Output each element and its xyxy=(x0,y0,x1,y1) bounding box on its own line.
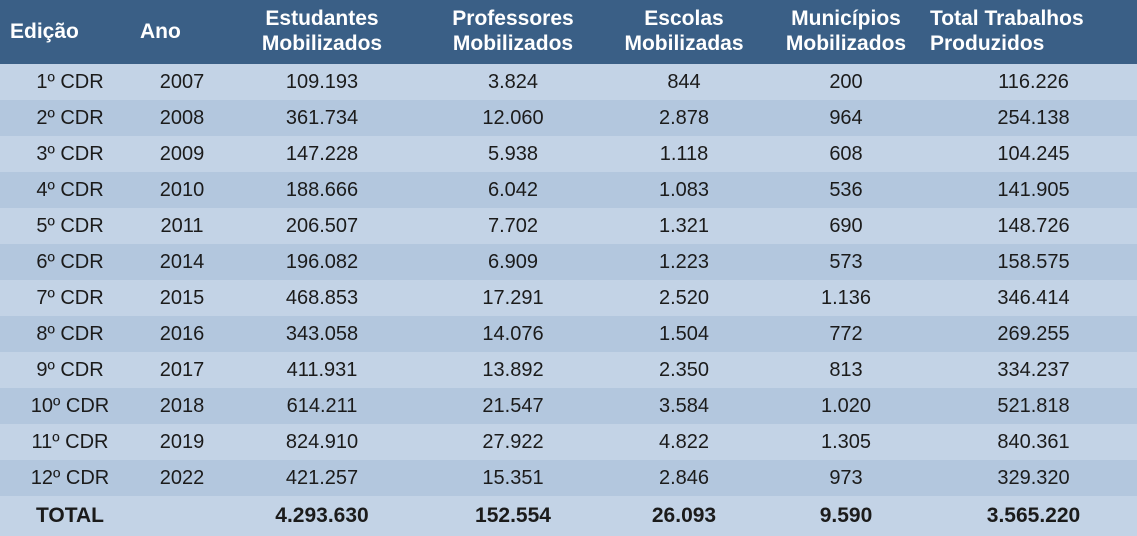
cell-edicao: 12º CDR xyxy=(0,460,140,496)
cell-total: 334.237 xyxy=(930,352,1137,388)
column-header-estudantes-line2: Mobilizados xyxy=(261,32,383,55)
cell-professores: 14.076 xyxy=(420,316,606,352)
table-header xyxy=(0,0,1137,64)
cell-edicao: 5º CDR xyxy=(0,208,140,244)
cell-escolas: 1.083 xyxy=(606,172,762,208)
cell-ano: 2011 xyxy=(140,208,224,244)
cell-municipios: 1.020 xyxy=(762,388,930,424)
cell-estudantes: 468.853 xyxy=(224,280,420,316)
cell-professores: 7.702 xyxy=(420,208,606,244)
table-row xyxy=(0,388,1137,424)
column-header-municipios-line1: Municípios xyxy=(791,7,901,31)
table-total-row xyxy=(0,496,1137,536)
cell-professores: 12.060 xyxy=(420,100,606,136)
cell-escolas: 2.846 xyxy=(606,460,762,496)
cell-total: 158.575 xyxy=(930,244,1137,280)
cell-ano: 2009 xyxy=(140,136,224,172)
cell-ano: 2008 xyxy=(140,100,224,136)
column-header-professores-line2: Mobilizados xyxy=(452,32,574,55)
cell-municipios: 1.305 xyxy=(762,424,930,460)
cell-ano: 2015 xyxy=(140,280,224,316)
cell-edicao: 4º CDR xyxy=(0,172,140,208)
column-header-escolas-line1: Escolas xyxy=(644,7,724,31)
cell-estudantes: 206.507 xyxy=(224,208,420,244)
table-row xyxy=(0,208,1137,244)
table-row xyxy=(0,352,1137,388)
cell-total: 329.320 xyxy=(930,460,1137,496)
table-row xyxy=(0,316,1137,352)
cell-total: 254.138 xyxy=(930,100,1137,136)
cell-edicao: 2º CDR xyxy=(0,100,140,136)
column-header-edicao-line1: Edição xyxy=(10,19,79,43)
column-header-escolas xyxy=(606,0,762,64)
cell-escolas: 844 xyxy=(606,64,762,100)
cell-total: 346.414 xyxy=(930,280,1137,316)
cell-ano: 2016 xyxy=(140,316,224,352)
cell-professores: 3.824 xyxy=(420,64,606,100)
column-header-ano xyxy=(140,0,224,64)
cell-municipios: 200 xyxy=(762,64,930,100)
column-header-professores-line1: Professores xyxy=(452,7,574,31)
cell-escolas: 1.504 xyxy=(606,316,762,352)
cell-professores: 5.938 xyxy=(420,136,606,172)
cell-total: 269.255 xyxy=(930,316,1137,352)
table-row xyxy=(0,424,1137,460)
table-row xyxy=(0,64,1137,100)
cell-estudantes: 109.193 xyxy=(224,64,420,100)
header-row xyxy=(0,0,1137,64)
cell-estudantes: 147.228 xyxy=(224,136,420,172)
cell-total: 148.726 xyxy=(930,208,1137,244)
column-header-professores xyxy=(420,0,606,64)
cell-estudantes: 188.666 xyxy=(224,172,420,208)
cell-municipios: 608 xyxy=(762,136,930,172)
column-header-total-trabalhos-line1: Total Trabalhos xyxy=(930,7,1084,31)
cell-total-municipios: 9.590 xyxy=(762,496,930,536)
cell-edicao: 8º CDR xyxy=(0,316,140,352)
cell-ano: 2022 xyxy=(140,460,224,496)
cell-professores: 27.922 xyxy=(420,424,606,460)
column-header-total-trabalhos-line2: Produzidos xyxy=(930,32,1045,55)
cell-total: 104.245 xyxy=(930,136,1137,172)
cell-estudantes: 343.058 xyxy=(224,316,420,352)
column-header-estudantes xyxy=(224,0,420,64)
cell-municipios: 1.136 xyxy=(762,280,930,316)
cell-edicao: 1º CDR xyxy=(0,64,140,100)
cell-professores: 15.351 xyxy=(420,460,606,496)
cell-ano: 2018 xyxy=(140,388,224,424)
cell-ano: 2014 xyxy=(140,244,224,280)
cell-estudantes: 361.734 xyxy=(224,100,420,136)
cell-municipios: 813 xyxy=(762,352,930,388)
column-header-ano-line1: Ano xyxy=(140,19,181,43)
cell-escolas: 1.118 xyxy=(606,136,762,172)
cell-total-escolas: 26.093 xyxy=(606,496,762,536)
cell-municipios: 964 xyxy=(762,100,930,136)
cell-professores: 6.042 xyxy=(420,172,606,208)
cell-escolas: 3.584 xyxy=(606,388,762,424)
column-header-estudantes-line1: Estudantes xyxy=(265,7,379,31)
cell-estudantes: 421.257 xyxy=(224,460,420,496)
cell-edicao: 3º CDR xyxy=(0,136,140,172)
cell-escolas: 4.822 xyxy=(606,424,762,460)
cell-professores: 6.909 xyxy=(420,244,606,280)
cell-municipios: 536 xyxy=(762,172,930,208)
cell-professores: 13.892 xyxy=(420,352,606,388)
column-header-municipios-line2: Mobilizados xyxy=(785,32,907,55)
table-row xyxy=(0,280,1137,316)
table-body xyxy=(0,64,1137,536)
cell-municipios: 690 xyxy=(762,208,930,244)
cell-municipios: 772 xyxy=(762,316,930,352)
cell-ano: 2010 xyxy=(140,172,224,208)
cell-professores: 21.547 xyxy=(420,388,606,424)
cell-ano: 2007 xyxy=(140,64,224,100)
cell-total-estudantes: 4.293.630 xyxy=(224,496,420,536)
cell-total: 840.361 xyxy=(930,424,1137,460)
column-header-municipios xyxy=(762,0,930,64)
cell-total-ano xyxy=(140,496,224,536)
cell-total: 116.226 xyxy=(930,64,1137,100)
table-row xyxy=(0,172,1137,208)
cell-municipios: 573 xyxy=(762,244,930,280)
table-row xyxy=(0,100,1137,136)
cell-edicao: 7º CDR xyxy=(0,280,140,316)
cell-edicao: 9º CDR xyxy=(0,352,140,388)
column-header-edicao xyxy=(0,0,140,64)
cell-estudantes: 196.082 xyxy=(224,244,420,280)
cell-edicao: 11º CDR xyxy=(0,424,140,460)
cell-escolas: 2.520 xyxy=(606,280,762,316)
cell-escolas: 2.878 xyxy=(606,100,762,136)
cell-edicao: 10º CDR xyxy=(0,388,140,424)
cell-estudantes: 824.910 xyxy=(224,424,420,460)
cell-total-trabalhos: 3.565.220 xyxy=(930,496,1137,536)
cell-total: 521.818 xyxy=(930,388,1137,424)
cell-escolas: 1.321 xyxy=(606,208,762,244)
cell-professores: 17.291 xyxy=(420,280,606,316)
cell-estudantes: 411.931 xyxy=(224,352,420,388)
cell-escolas: 2.350 xyxy=(606,352,762,388)
cell-total-label: TOTAL xyxy=(0,496,140,536)
cell-total: 141.905 xyxy=(930,172,1137,208)
cell-total-professores: 152.554 xyxy=(420,496,606,536)
table-row xyxy=(0,136,1137,172)
cell-escolas: 1.223 xyxy=(606,244,762,280)
cell-ano: 2017 xyxy=(140,352,224,388)
cell-ano: 2019 xyxy=(140,424,224,460)
cell-edicao: 6º CDR xyxy=(0,244,140,280)
table-row xyxy=(0,460,1137,496)
table-row xyxy=(0,244,1137,280)
cell-estudantes: 614.211 xyxy=(224,388,420,424)
column-header-total-trabalhos xyxy=(930,0,1137,64)
cell-municipios: 973 xyxy=(762,460,930,496)
column-header-escolas-line2: Mobilizadas xyxy=(624,32,744,55)
